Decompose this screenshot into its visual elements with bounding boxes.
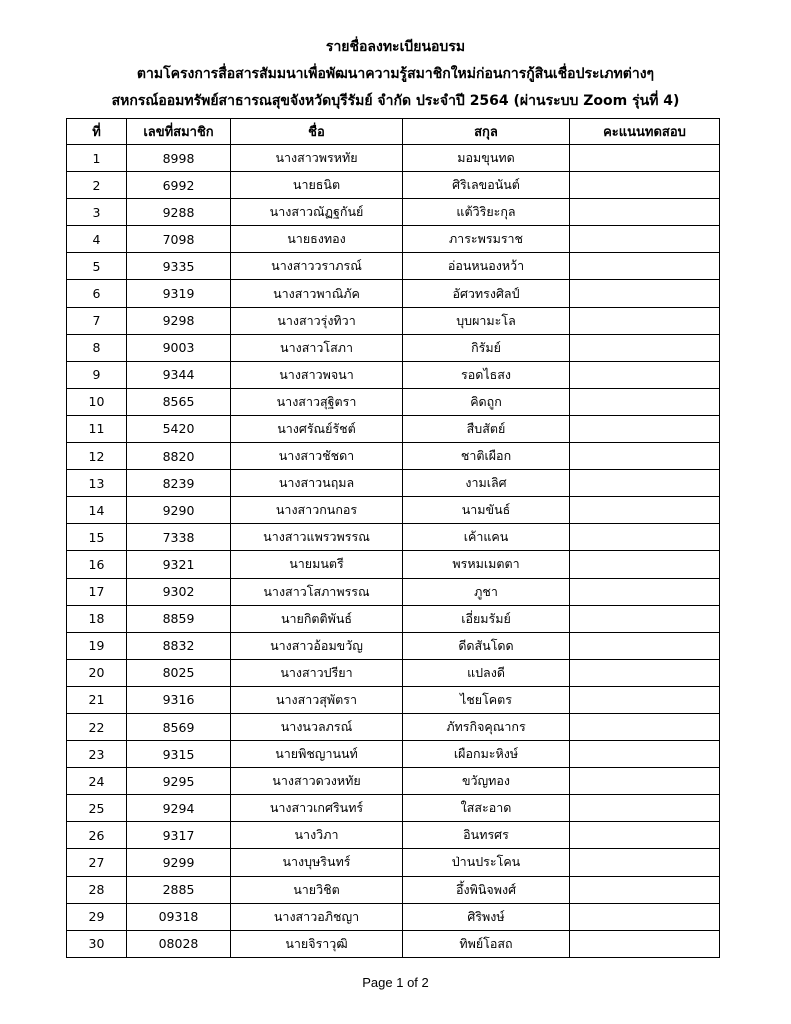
cell-test-score: [570, 307, 720, 334]
column-header-first-name: ชื่อ: [231, 119, 403, 145]
cell-row-number: 13: [67, 470, 127, 497]
cell-last-name: ดีดสันโดด: [403, 632, 570, 659]
cell-last-name: พรหมเมตตา: [403, 551, 570, 578]
table-row: [67, 822, 720, 849]
cell-first-name: นางสาวพรหทัย: [231, 145, 403, 172]
cell-test-score: [570, 199, 720, 226]
cell-row-number: 15: [67, 524, 127, 551]
cell-test-score: [570, 713, 720, 740]
project-subtitle: ตามโครงการสื่อสารสัมมนาเพื่อพัฒนาความรู้สมาชิกใหม่ก่อนการกู้สินเชื่อประเภทต่างๆ: [136, 66, 655, 82]
page-number: Page 1 of 2: [362, 975, 429, 990]
table-row: [67, 849, 720, 876]
cell-last-name: อินทรศร: [403, 822, 570, 849]
cell-first-name: นางบุษรินทร์: [231, 849, 403, 876]
cell-last-name: ภาระพรมราช: [403, 226, 570, 253]
table-row: [67, 659, 720, 686]
cell-test-score: [570, 903, 720, 930]
cell-first-name: นางสาวรุ่งทิวา: [231, 307, 403, 334]
cell-row-number: 21: [67, 686, 127, 713]
cell-test-score: [570, 822, 720, 849]
cell-test-score: [570, 470, 720, 497]
table-row: [67, 307, 720, 334]
cell-first-name: นายธงทอง: [231, 226, 403, 253]
cell-first-name: นายมนตรี: [231, 551, 403, 578]
cell-row-number: 3: [67, 199, 127, 226]
cell-row-number: 8: [67, 334, 127, 361]
cell-last-name: ภัทรกิจคุณากร: [403, 713, 570, 740]
cell-last-name: ป่านประโคน: [403, 849, 570, 876]
cell-last-name: แปลงดี: [403, 659, 570, 686]
table-row: [67, 361, 720, 388]
cell-row-number: 17: [67, 578, 127, 605]
cell-last-name: ไชยโคตร: [403, 686, 570, 713]
cell-row-number: 1: [67, 145, 127, 172]
cell-test-score: [570, 659, 720, 686]
cell-first-name: นายธนิต: [231, 172, 403, 199]
cell-last-name: ชาติเผือก: [403, 443, 570, 470]
table-row: [67, 686, 720, 713]
cell-last-name: บุบผามะโล: [403, 307, 570, 334]
cell-row-number: 20: [67, 659, 127, 686]
column-header-member-id: เลขที่สมาชิก: [127, 119, 231, 145]
cell-member-id: 8859: [127, 605, 231, 632]
cell-last-name: แต้วิริยะกุล: [403, 199, 570, 226]
column-header-last-name: สกุล: [403, 119, 570, 145]
cell-row-number: 10: [67, 388, 127, 415]
cell-row-number: 16: [67, 551, 127, 578]
cell-row-number: 4: [67, 226, 127, 253]
cell-row-number: 25: [67, 795, 127, 822]
cell-row-number: 24: [67, 768, 127, 795]
cell-member-id: 9298: [127, 307, 231, 334]
table-header-row: [67, 119, 720, 145]
cell-row-number: 18: [67, 605, 127, 632]
organization-subtitle: สหกรณ์ออมทรัพย์สาธารณสุขจังหวัดบุรีรัมย์ จำกัด ประจำปี 2564 (ผ่านระบบ Zoom รุ่นที่ 4): [111, 93, 680, 109]
cell-member-id: 8025: [127, 659, 231, 686]
cell-last-name: เอี่ยมรัมย์: [403, 605, 570, 632]
cell-member-id: 9294: [127, 795, 231, 822]
registration-table: [66, 118, 720, 958]
table-row: [67, 605, 720, 632]
cell-test-score: [570, 145, 720, 172]
cell-last-name: คิดถูก: [403, 388, 570, 415]
cell-test-score: [570, 551, 720, 578]
cell-last-name: อ่อนหนองหว้า: [403, 253, 570, 280]
table-row: [67, 903, 720, 930]
table-row: [67, 632, 720, 659]
table-row: [67, 199, 720, 226]
cell-first-name: นางสาวชัชดา: [231, 443, 403, 470]
cell-member-id: 9295: [127, 768, 231, 795]
cell-row-number: 22: [67, 713, 127, 740]
table-row: [67, 388, 720, 415]
cell-test-score: [570, 497, 720, 524]
cell-member-id: 9344: [127, 361, 231, 388]
cell-first-name: นางสาวโสภาพรรณ: [231, 578, 403, 605]
cell-test-score: [570, 415, 720, 442]
cell-test-score: [570, 768, 720, 795]
cell-last-name: กิรัมย์: [403, 334, 570, 361]
cell-member-id: 2885: [127, 876, 231, 903]
cell-member-id: 09318: [127, 903, 231, 930]
cell-row-number: 29: [67, 903, 127, 930]
cell-first-name: นางสาวแพรวพรรณ: [231, 524, 403, 551]
cell-test-score: [570, 253, 720, 280]
cell-row-number: 14: [67, 497, 127, 524]
cell-row-number: 6: [67, 280, 127, 307]
cell-member-id: 08028: [127, 930, 231, 957]
cell-last-name: เผือกมะหิงษ์: [403, 741, 570, 768]
cell-last-name: ขวัญทอง: [403, 768, 570, 795]
table-row: [67, 741, 720, 768]
cell-row-number: 23: [67, 741, 127, 768]
table-row: [67, 415, 720, 442]
cell-last-name: งามเลิศ: [403, 470, 570, 497]
cell-row-number: 12: [67, 443, 127, 470]
cell-last-name: ศิริเลขอนันต์: [403, 172, 570, 199]
cell-test-score: [570, 930, 720, 957]
cell-last-name: อึ้งพินิจพงศ์: [403, 876, 570, 903]
cell-last-name: รอดไธสง: [403, 361, 570, 388]
cell-last-name: ทิพย์โอสถ: [403, 930, 570, 957]
cell-row-number: 11: [67, 415, 127, 442]
cell-test-score: [570, 172, 720, 199]
cell-member-id: 9317: [127, 822, 231, 849]
cell-row-number: 27: [67, 849, 127, 876]
cell-test-score: [570, 280, 720, 307]
cell-first-name: นางวิภา: [231, 822, 403, 849]
document-title: รายชื่อลงทะเบียนอบรม: [325, 39, 466, 55]
table-row: [67, 497, 720, 524]
cell-member-id: 8569: [127, 713, 231, 740]
cell-first-name: นายวิชิต: [231, 876, 403, 903]
table-row: [67, 145, 720, 172]
cell-row-number: 28: [67, 876, 127, 903]
cell-member-id: 9302: [127, 578, 231, 605]
cell-test-score: [570, 605, 720, 632]
cell-first-name: นายจิราวุฒิ: [231, 930, 403, 957]
cell-member-id: 9003: [127, 334, 231, 361]
cell-last-name: มอมขุนทด: [403, 145, 570, 172]
cell-last-name: อัศวทรงศิลป์: [403, 280, 570, 307]
cell-member-id: 7338: [127, 524, 231, 551]
cell-test-score: [570, 334, 720, 361]
column-header-test-score: คะแนนทดสอบ: [570, 119, 720, 145]
cell-member-id: 9299: [127, 849, 231, 876]
cell-row-number: 30: [67, 930, 127, 957]
table-row: [67, 930, 720, 957]
cell-first-name: นายกิตติพันธ์: [231, 605, 403, 632]
table-row: [67, 876, 720, 903]
cell-last-name: ใสสะอาด: [403, 795, 570, 822]
cell-member-id: 5420: [127, 415, 231, 442]
table-row: [67, 551, 720, 578]
cell-first-name: นางสาวสุพัตรา: [231, 686, 403, 713]
cell-first-name: นางนวลภรณ์: [231, 713, 403, 740]
cell-member-id: 9319: [127, 280, 231, 307]
cell-first-name: นางสาวโสภา: [231, 334, 403, 361]
cell-member-id: 9290: [127, 497, 231, 524]
cell-test-score: [570, 388, 720, 415]
table-row: [67, 253, 720, 280]
cell-row-number: 5: [67, 253, 127, 280]
cell-test-score: [570, 795, 720, 822]
cell-test-score: [570, 578, 720, 605]
cell-first-name: นางสาวอภิชญา: [231, 903, 403, 930]
column-header-number: ที่: [67, 119, 127, 145]
cell-member-id: 6992: [127, 172, 231, 199]
document-header: [0, 34, 791, 115]
table-row: [67, 713, 720, 740]
cell-first-name: นางศรัณย์รัชต์: [231, 415, 403, 442]
cell-last-name: เค้าแคน: [403, 524, 570, 551]
cell-member-id: 9321: [127, 551, 231, 578]
table-row: [67, 524, 720, 551]
cell-member-id: 8239: [127, 470, 231, 497]
cell-member-id: 9316: [127, 686, 231, 713]
cell-first-name: นางสาวนฤมล: [231, 470, 403, 497]
cell-first-name: นางสาวพจนา: [231, 361, 403, 388]
cell-first-name: นางสาวดวงหทัย: [231, 768, 403, 795]
table-row: [67, 280, 720, 307]
cell-member-id: 8565: [127, 388, 231, 415]
cell-first-name: นางสาววราภรณ์: [231, 253, 403, 280]
cell-row-number: 19: [67, 632, 127, 659]
cell-first-name: นางสาวณัฏฐกันย์: [231, 199, 403, 226]
table-row: [67, 795, 720, 822]
cell-test-score: [570, 741, 720, 768]
cell-last-name: ภูชา: [403, 578, 570, 605]
table-row: [67, 172, 720, 199]
cell-member-id: 9315: [127, 741, 231, 768]
cell-test-score: [570, 849, 720, 876]
cell-row-number: 2: [67, 172, 127, 199]
cell-row-number: 26: [67, 822, 127, 849]
cell-member-id: 8998: [127, 145, 231, 172]
cell-last-name: นามขันธ์: [403, 497, 570, 524]
table-row: [67, 470, 720, 497]
table-row: [67, 226, 720, 253]
cell-member-id: 8820: [127, 443, 231, 470]
cell-row-number: 9: [67, 361, 127, 388]
cell-member-id: 8832: [127, 632, 231, 659]
table-row: [67, 578, 720, 605]
table-row: [67, 768, 720, 795]
cell-member-id: 9335: [127, 253, 231, 280]
cell-member-id: 9288: [127, 199, 231, 226]
cell-first-name: นางสาวปรียา: [231, 659, 403, 686]
cell-first-name: นายพิชญานนท์: [231, 741, 403, 768]
cell-test-score: [570, 524, 720, 551]
cell-test-score: [570, 686, 720, 713]
cell-test-score: [570, 876, 720, 903]
cell-last-name: สืบสัตย์: [403, 415, 570, 442]
cell-row-number: 7: [67, 307, 127, 334]
cell-first-name: นางสาวกนกอร: [231, 497, 403, 524]
cell-member-id: 7098: [127, 226, 231, 253]
table-row: [67, 334, 720, 361]
cell-first-name: นางสาวอ้อมขวัญ: [231, 632, 403, 659]
cell-first-name: นางสาวสุฐิตรา: [231, 388, 403, 415]
cell-first-name: นางสาวเกศรินทร์: [231, 795, 403, 822]
table-row: [67, 443, 720, 470]
table-body: [67, 145, 720, 958]
cell-test-score: [570, 443, 720, 470]
cell-test-score: [570, 361, 720, 388]
cell-test-score: [570, 226, 720, 253]
cell-first-name: นางสาวพาณิภัค: [231, 280, 403, 307]
cell-last-name: ศิริพงษ์: [403, 903, 570, 930]
cell-test-score: [570, 632, 720, 659]
